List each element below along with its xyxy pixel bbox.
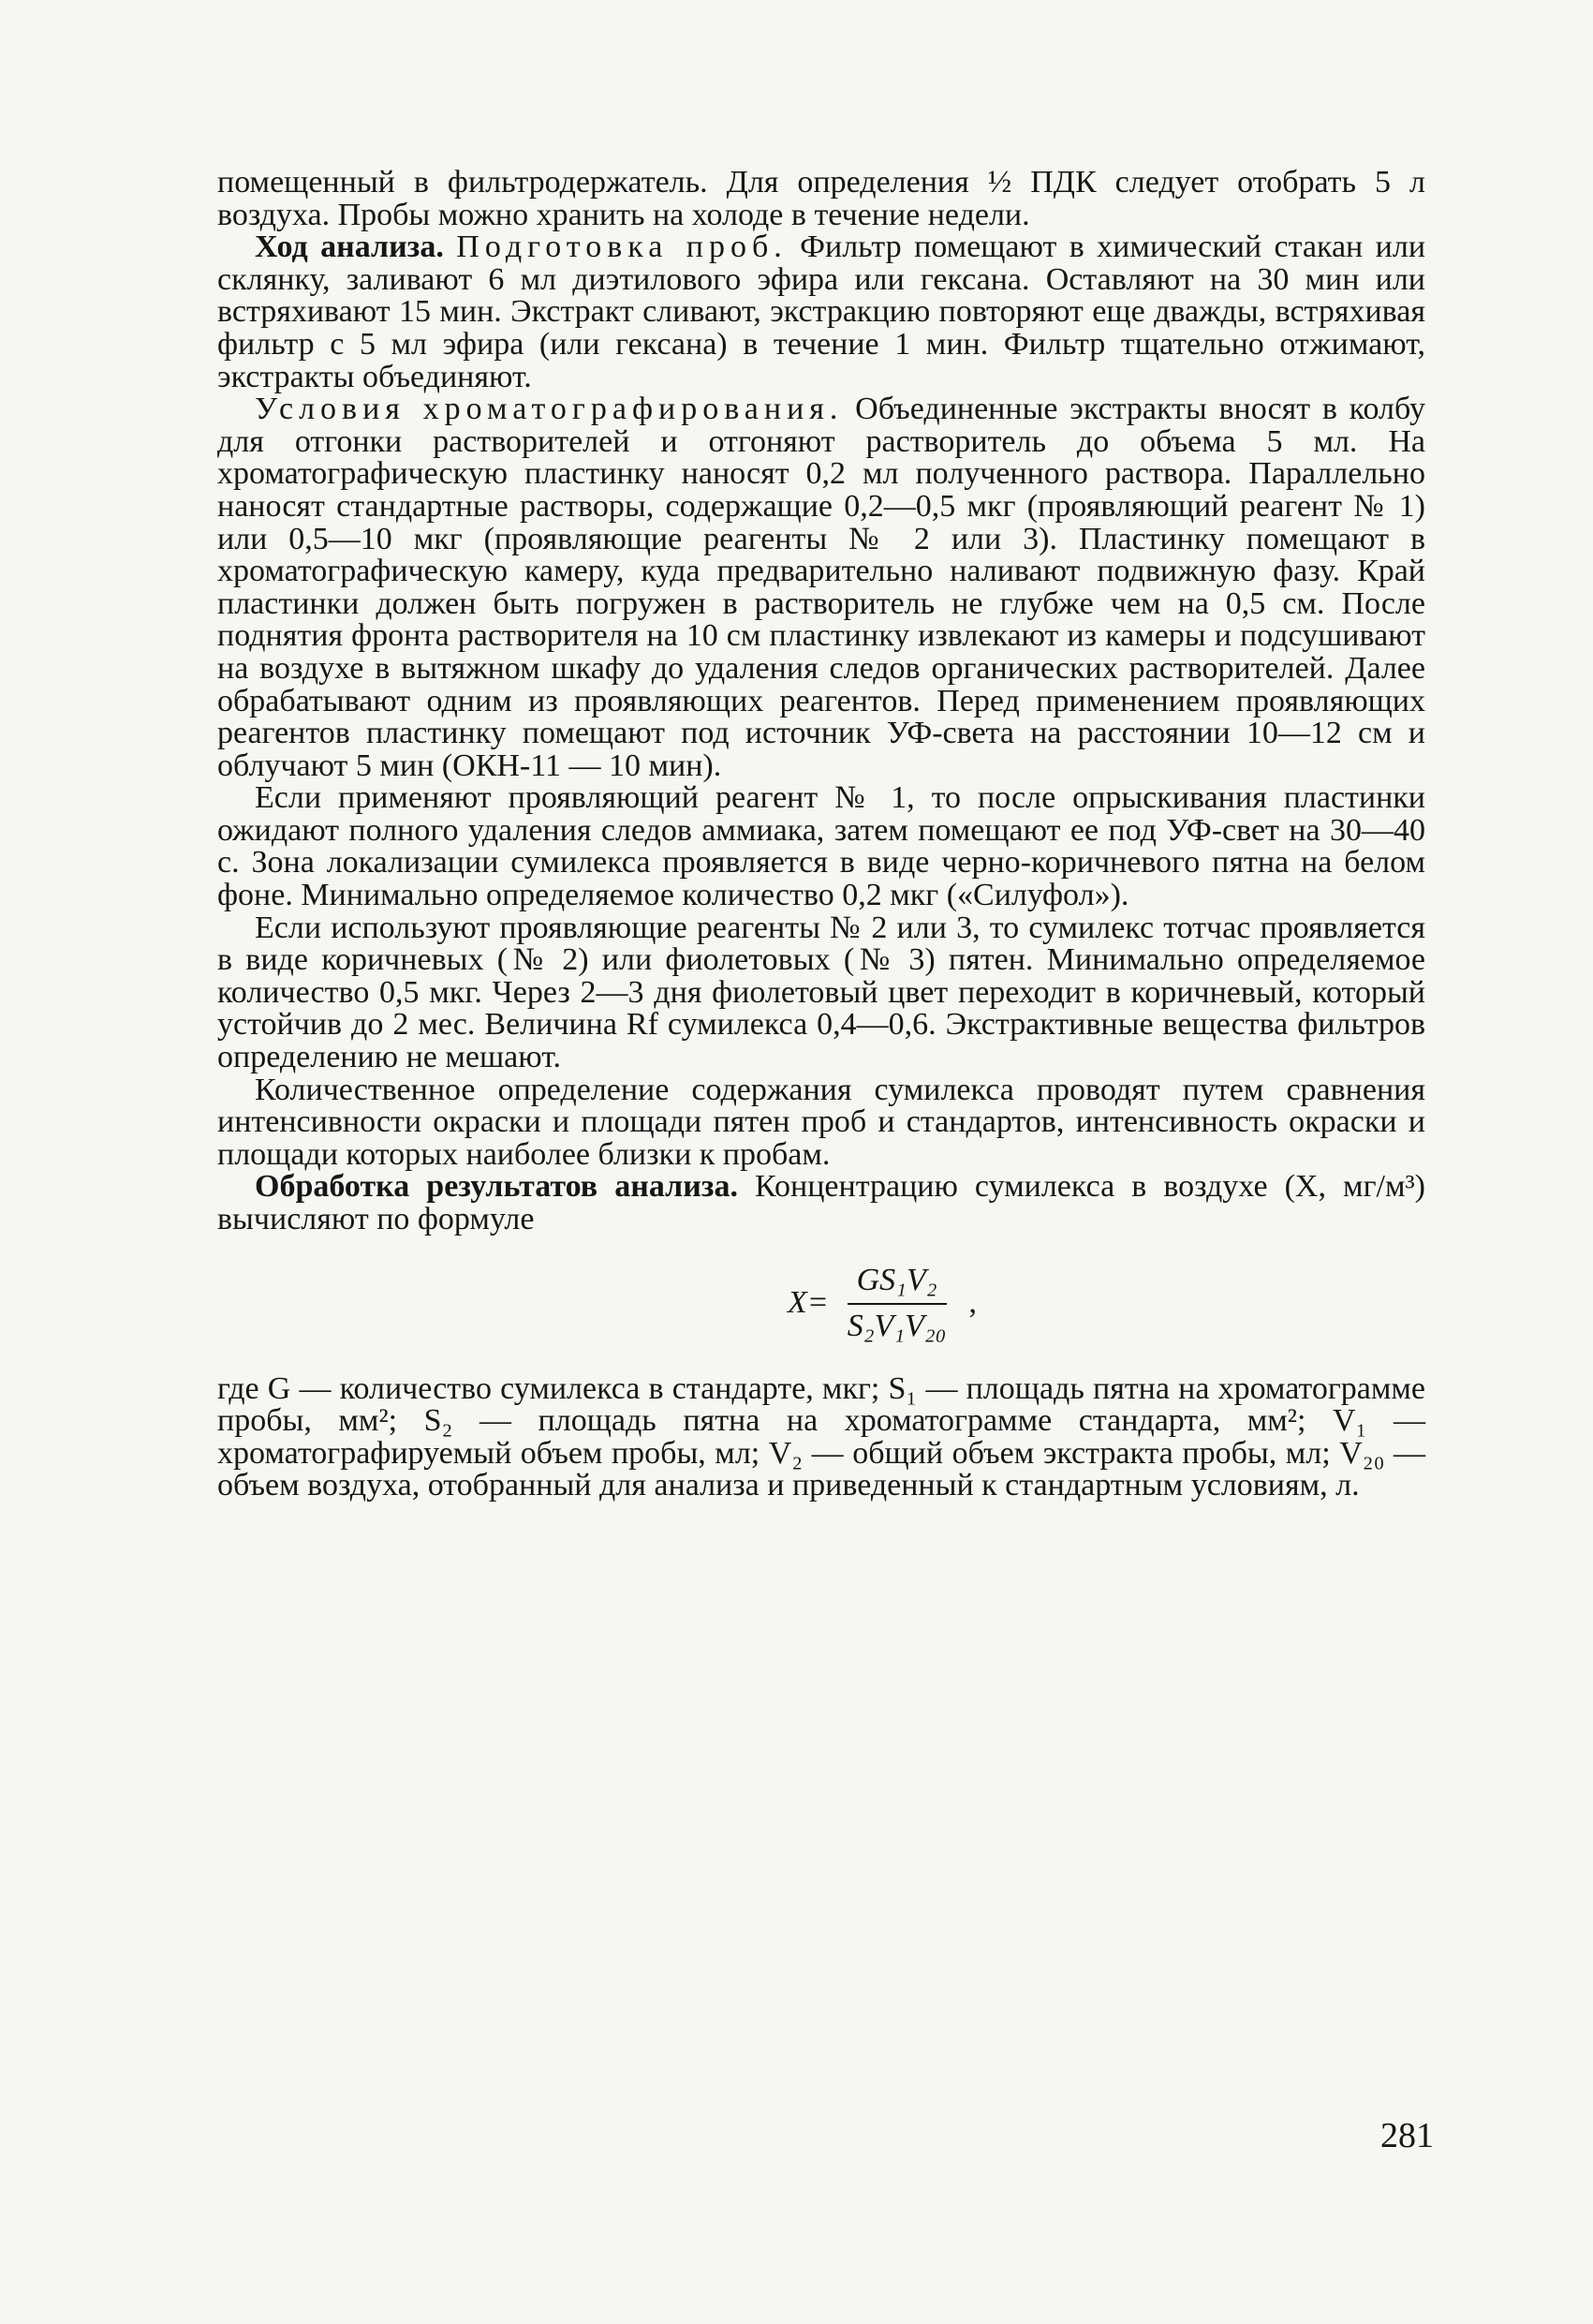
page-number: 281 (1380, 2116, 1434, 2155)
paragraph-2-text: Фильтр помещают в химический стакан или склянку, заливают 6 мл диэтилового эфира или гексана. Оставляют на 30 мин или встряхивают 15 мин. Экстракт сливают, экстракцию повторяют еще дважды, встряхивая фильтр с 5 мл эфира (или гексана) в течение 1 мин. Фильтр тщательно отжимают, экстракты объединяют. (217, 229, 1426, 394)
paragraph-3-text: Объединенные экстракты вносят в колбу для отгонки растворителей и отгоняют растворитель до объема 5 мл. На хроматографическую пластинку наносят 0,2 мл полученного раствора. Параллельно наносят стандартные растворы, содержащие 0,2—0,5 мкг (проявляющий реагент № 1) или 0,5—10 мкг (проявляющие реагенты № 2 или 3). Пластинку помещают в хроматографическую камеру, куда предварительно наливают подвижную фазу. Край пластинки должен быть погружен в растворитель не глубже чем на 0,5 см. После поднятия фронта растворителя на 10 см пластинку извлекают из камеры и подсушивают на воздухе в вытяжном шкафу до удаления следов органических растворителей. Далее обрабатывают одним из проявляющих реагентов. Перед применением проявляющих реагентов пластинку помещают под источник УФ-света на расстоянии 10—12 см и облучают 5 мин (ОКН-11 — 10 мин). (217, 392, 1425, 783)
concentration-formula (339, 1248, 1425, 1360)
formula-comma: , (968, 1285, 978, 1321)
paragraph-6: Количественное определение содержания сумилекса проводят путем сравнения интенсивности окраски и площади пятен проб и стандартов, интенсивность окраски и площади которых наиболее близки к пробам. (217, 1072, 1425, 1172)
paragraph-5: Если используют проявляющие реагенты № 2 или 3, то сумилекс тотчас проявляется в виде коричневых (№ 2) или фиолетовых (№ 3) пятен. Минимально определяемое количество 0,5 мкг. Через 2—3 дня фиолетовый цвет переходит в коричневый, который устойчив до 2 мес. Величина Rf сумилекса 0,4—0,6. Экстрактивные вещества фильтров определению не мешают. (217, 910, 1425, 1075)
formula-fraction (838, 1265, 956, 1342)
paragraph-4: Если применяют проявляющий реагент № 1, то после опрыскивания пластинки ожидают полного удаления следов аммиака, затем помещают ее под УФ-свет на 30—40 с. Зона локализации сумилекса проявляется в виде черно-коричневого пятна на белом фоне. Минимально определяемое количество 0,2 мкг («Силуфол»). (217, 780, 1425, 913)
paragraph-1: помещенный в фильтродержатель. Для определения ½ ПДК следует отобрать 5 л воздуха. Пробы можно хранить на холоде в течение недели. (217, 165, 1425, 232)
formula-lhs: X= (787, 1285, 829, 1321)
subheading-chromatography: Условия хроматографирования. (255, 392, 844, 427)
paragraph-definitions: где G — количество сумилекса в стандарте, мкг; S₁ — площадь пятна на хроматограмме пробы, мм²; S₂ — площадь пятна на хроматограмме стандарта, мм²; V₁ — хроматографируемый объем пробы, мл; V₂ — общий объем экстракта пробы, мл; V₂₀ — объем воздуха, отобранный для анализа и приведенный к стандартным условиям, л. (217, 1370, 1425, 1503)
body-text (217, 167, 1425, 1502)
paragraph-analysis-procedure (217, 231, 1425, 393)
subheading-sample-prep: Подготовка проб. (456, 229, 788, 265)
paragraph-7-text: Концентрацию сумилекса в воздухе (X, мг/м³) вычисляют по формуле (217, 1169, 1425, 1236)
paragraph-results (217, 1171, 1425, 1236)
formula-denominator: S₂V₁V₂₀ (847, 1308, 947, 1343)
paragraph-chromatography (217, 393, 1425, 782)
section-heading-analysis: Ход анализа. (255, 229, 444, 265)
section-heading-results: Обработка результатов анализа. (255, 1169, 738, 1205)
formula-numerator: GS₁V₂ (848, 1265, 947, 1305)
